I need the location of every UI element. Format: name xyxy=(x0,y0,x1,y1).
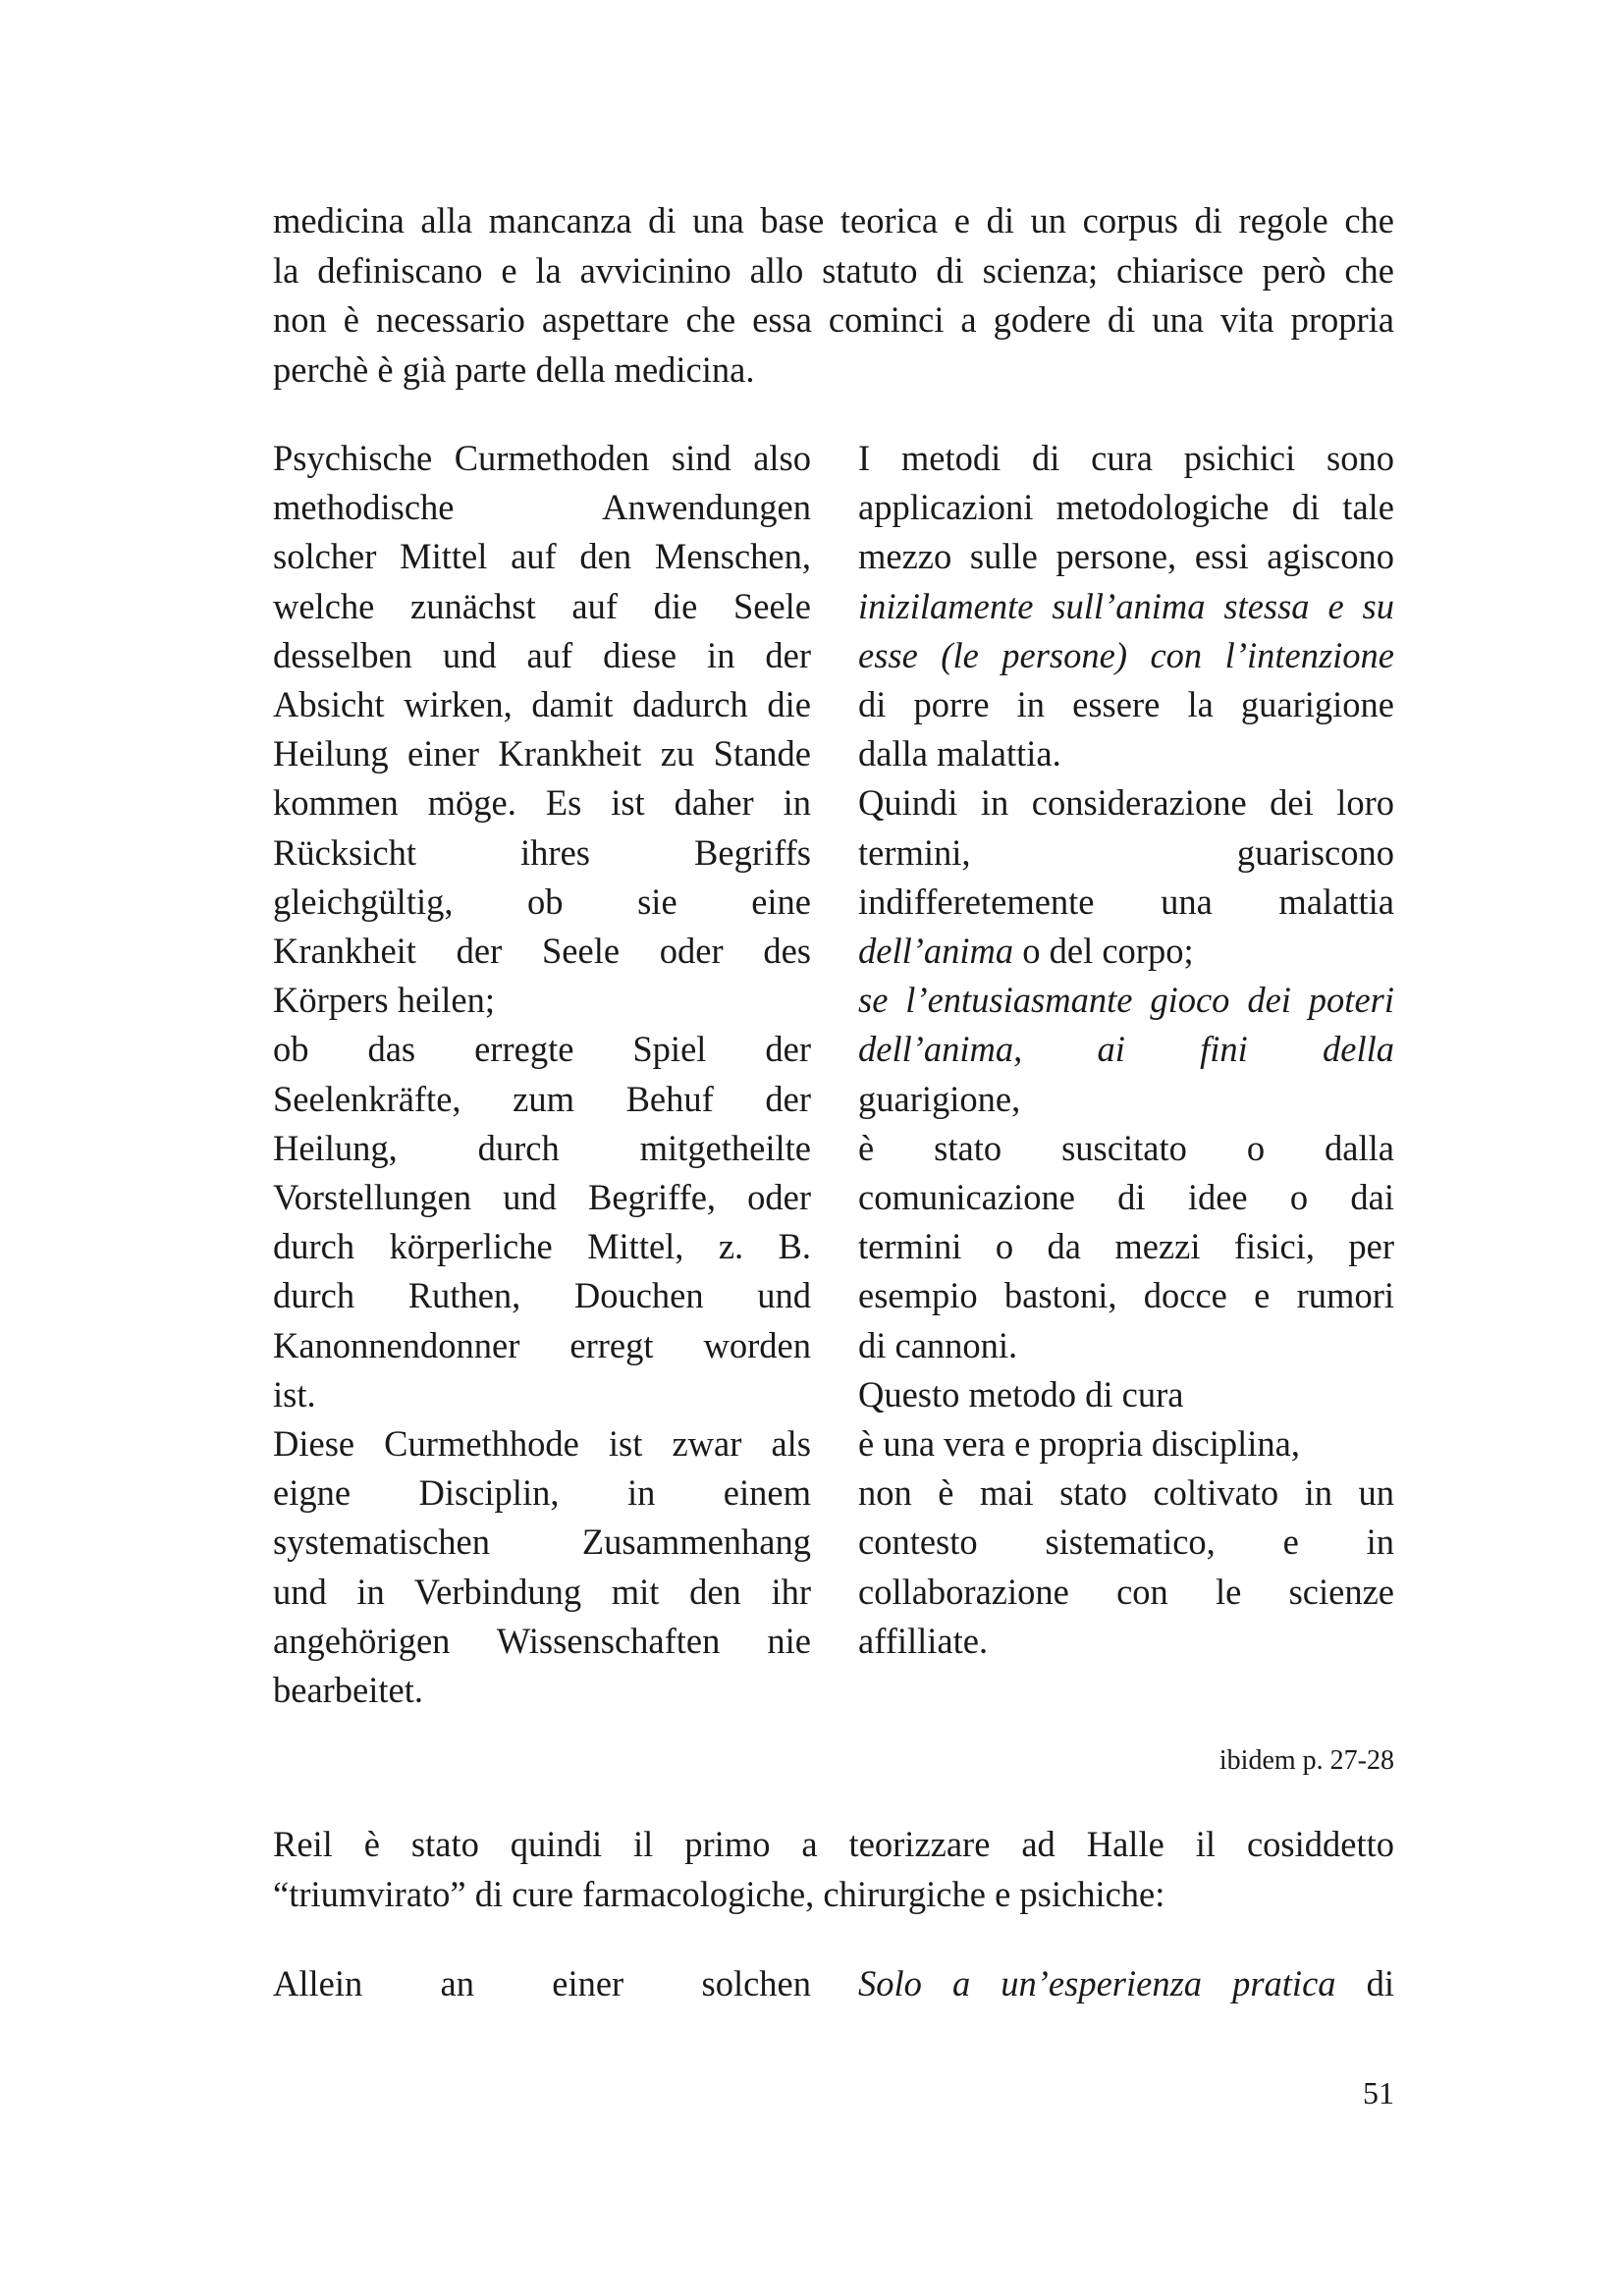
german-line: und in Verbindung mit den ihr xyxy=(273,1571,811,1612)
italian-line: contesto sistematico, e in xyxy=(858,1522,1394,1563)
italian-line: termini o da mezzi fisici, per xyxy=(858,1226,1394,1267)
citation-reference: ibidem p. 27-28 xyxy=(1218,1745,1394,1776)
italian-line: Questo metodo di cura xyxy=(858,1373,1184,1415)
italian-italic-fragment: dell’anima xyxy=(858,931,1014,972)
italian-italic-fragment: Solo a un’esperienza pratica xyxy=(858,1963,1336,2003)
italian-line: mezzo sulle persone, essi agiscono xyxy=(858,536,1394,577)
italian-line: collaborazione con le scienze xyxy=(858,1571,1394,1612)
german-line: durch Ruthen, Douchen und xyxy=(273,1275,811,1316)
german-line: welche zunächst auf die Seele xyxy=(273,585,811,626)
german-line: gleichgültig, ob sie eine xyxy=(273,881,811,922)
italian-line: di porre in essere la guarigione xyxy=(858,684,1394,725)
german-line: ist. xyxy=(273,1373,316,1415)
italian-plain-fragment: di xyxy=(1335,1963,1394,2003)
german-line: kommen möge. Es ist daher in xyxy=(273,782,811,824)
german-line: Absicht wirken, damit dadurch die xyxy=(273,684,811,725)
german-line: Heilung einer Krankheit zu Stande xyxy=(273,733,811,774)
italian-line-italic: se l’entusiasmante gioco dei poteri xyxy=(858,980,1394,1021)
german-line: Psychische Curmethoden sind also xyxy=(273,438,811,478)
german-line: solcher Mittel auf den Menschen, xyxy=(273,536,811,577)
german-line: Körpers heilen; xyxy=(273,980,496,1021)
italian-translation-column xyxy=(858,434,1394,1666)
italian-line-italic: inizilamente sull’anima stessa e su xyxy=(858,585,1394,626)
italian-line: non è mai stato coltivato in un xyxy=(858,1472,1394,1514)
italian-line: indifferetemente una malattia xyxy=(858,881,1394,922)
italian-line: dalla malattia. xyxy=(858,733,1061,774)
german-line: Seelenkräfte, zum Behuf der xyxy=(273,1078,811,1119)
german-quote-continuation xyxy=(273,1959,811,2008)
german-line: methodische Anwendungen xyxy=(273,487,811,528)
reil-line: “triumvirato” di cure farmacologiche, chirurgiche e psichiche: xyxy=(273,1873,1165,1914)
german-line: Rücksicht ihres Begriffs xyxy=(273,831,811,873)
italian-line-italic: esse (le persone) con l’intenzione xyxy=(858,634,1394,675)
intro-line: la definiscano e la avvicinino allo statuto di scienza; chiarisce però che xyxy=(273,249,1394,291)
german-line: bearbeitet. xyxy=(273,1670,424,1711)
reil-paragraph xyxy=(273,1820,1394,1919)
german-line: ob das erregte Spiel der xyxy=(273,1029,811,1070)
italian-line: affilliate. xyxy=(858,1620,989,1661)
italian-line: comunicazione di idee o dai xyxy=(858,1177,1394,1218)
italian-translation-continuation xyxy=(858,1959,1394,2008)
german-line: Heilung, durch mitgetheilte xyxy=(273,1127,811,1168)
german-line: Krankheit der Seele oder des xyxy=(273,931,811,972)
intro-line: perchè è già parte della medicina. xyxy=(273,348,755,390)
intro-paragraph xyxy=(273,196,1394,395)
italian-line-mixed xyxy=(858,1959,1394,2008)
german-line: Vorstellungen und Begriffe, oder xyxy=(273,1177,811,1218)
german-line: durch körperliche Mittel, z. B. xyxy=(273,1226,811,1267)
italian-line: I metodi di cura psichici sono xyxy=(858,438,1394,478)
italian-line: applicazioni metodologiche di tale xyxy=(858,487,1394,528)
german-line: eigne Disciplin, in einem xyxy=(273,1472,811,1514)
italian-line: guarigione, xyxy=(858,1078,1021,1119)
german-quote-column xyxy=(273,434,811,1715)
german-line: angehörigen Wissenschaften nie xyxy=(273,1620,811,1661)
german-line: systematischen Zusammenhang xyxy=(273,1522,811,1563)
intro-line: medicina alla mancanza di una base teorica e di un corpus di regole che xyxy=(273,200,1394,240)
italian-line: termini, guariscono xyxy=(858,831,1394,873)
italian-line: è stato suscitato o dalla xyxy=(858,1127,1394,1168)
italian-line: esempio bastoni, docce e rumori xyxy=(858,1275,1394,1316)
italian-line-italic: dell’anima, ai fini della xyxy=(858,1029,1394,1070)
german-line: desselben und auf diese in der xyxy=(273,634,811,675)
intro-line: non è necessario aspettare che essa cominci a godere di una vita propria xyxy=(273,299,1394,340)
italian-line: è una vera e propria disciplina, xyxy=(858,1423,1300,1465)
page-number: 51 xyxy=(1363,2075,1394,2110)
italian-line: di cannoni. xyxy=(858,1324,1018,1365)
italian-line: Quindi in considerazione dei loro xyxy=(858,782,1394,824)
reil-line: Reil è stato quindi il primo a teorizzare ad Halle il cosiddetto xyxy=(273,1824,1394,1864)
italian-plain-fragment: o del corpo; xyxy=(1013,931,1194,972)
german-line: Allein an einer solchen xyxy=(273,1963,811,2003)
italian-line-mixed xyxy=(858,927,1394,976)
german-line: Diese Curmethhode ist zwar als xyxy=(273,1423,811,1465)
german-line: Kanonnendonner erregt worden xyxy=(273,1324,811,1365)
